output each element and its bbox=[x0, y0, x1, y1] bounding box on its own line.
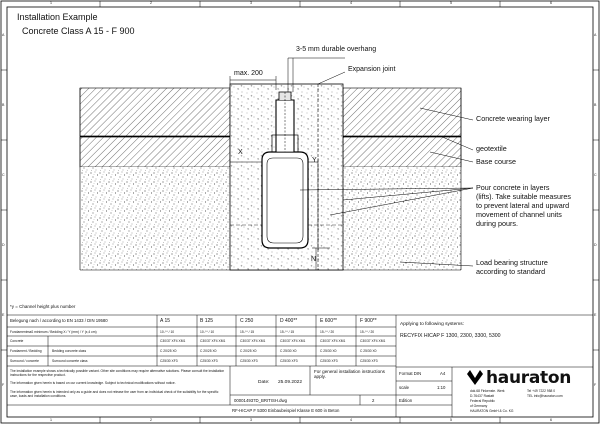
company-web: TEL info@hauraton.com bbox=[527, 394, 563, 398]
class-b125: B 125 bbox=[200, 318, 214, 324]
grid-row-b-right: B bbox=[594, 103, 597, 107]
row-3-label: Bedding concrete class bbox=[52, 349, 87, 353]
format-label: Format DIN bbox=[399, 371, 422, 376]
class-d400: D 400** bbox=[280, 318, 298, 324]
sheet-number: 2 bbox=[372, 398, 375, 403]
cell: 10 / * / 10 bbox=[160, 330, 175, 334]
cell: C25/30 XF3 bbox=[200, 359, 218, 363]
note-1: The installation example shows a technically possible variant. Other site conditions may require alternative solutions. Please consult the installation instructions for the respective product. bbox=[10, 369, 225, 377]
hauraton-logo-mark bbox=[467, 370, 483, 385]
grid-col-5-top: 5 bbox=[450, 1, 452, 5]
date-value: 25.09.2022 bbox=[278, 380, 303, 385]
cell: C 20/25 X0 bbox=[240, 349, 257, 353]
cell: 15 / * / 20 bbox=[360, 330, 375, 334]
wearing-layer-right bbox=[343, 88, 461, 136]
note-3: The information given herein is intended only as a guide and does not release the user from an individual check of the suitability for the specific case, loads and installation conditions. bbox=[10, 390, 219, 398]
pour-concrete-line-3: to prevent lateral and upward bbox=[476, 201, 570, 210]
grid-row-b-left: B bbox=[2, 103, 5, 107]
hauraton-logo: hauraton bbox=[486, 368, 572, 388]
company-address-2: D-76437 Rastatt bbox=[470, 394, 495, 398]
y-dimension-label: Y bbox=[312, 157, 317, 164]
applying-label: Applying to following systems: bbox=[400, 322, 464, 327]
cell: 15 / * / 15 bbox=[240, 330, 255, 334]
cell: C30/37 XF4 XM1 bbox=[360, 339, 386, 343]
grid-row-a-left: A bbox=[2, 33, 5, 37]
cell: C25/30 XF3 bbox=[240, 359, 258, 363]
side-label-bedding: Fundament / Bedding bbox=[10, 349, 42, 353]
load-bearing-line-1: Load bearing structure bbox=[476, 258, 548, 267]
grid-row-e-right: E bbox=[594, 313, 597, 317]
grid-row-f-right: F bbox=[594, 383, 597, 387]
cell: C 25/30 X0 bbox=[280, 349, 297, 353]
n-dimension-label: N bbox=[311, 256, 317, 263]
pour-concrete-line-4: movement of channel units bbox=[476, 210, 562, 219]
grid-row-a-right: A bbox=[594, 33, 597, 37]
cell: C30/37 XF4 XM1 bbox=[200, 339, 226, 343]
class-c250: C 250 bbox=[240, 318, 254, 324]
wearing-layer-label: Concrete wearing layer bbox=[476, 114, 550, 123]
bottom-title: RF-HICAP F 5300 Einbaubeispiel Klasse E 600 in Beton bbox=[232, 408, 340, 413]
table-header-label: Belegung nach / according to EN 1433 / DIN 19580 bbox=[10, 318, 108, 323]
cell: C30/37 XF4 XM1 bbox=[320, 339, 346, 343]
cell: C30/37 XF4 XM1 bbox=[280, 339, 306, 343]
side-label-surround: Surround / concrete bbox=[10, 359, 39, 363]
company-country: Federal Republic bbox=[470, 399, 495, 403]
grid-row-d-left: D bbox=[2, 243, 5, 247]
cell: 15 / * / 15 bbox=[280, 330, 295, 334]
x-dimension-label: X bbox=[238, 149, 243, 156]
side-label-concrete: Concrete bbox=[10, 339, 24, 343]
company-country-2: of Germany bbox=[470, 404, 488, 408]
grid-col-6-bottom: 6 bbox=[550, 418, 552, 422]
base-course-label: Base course bbox=[476, 157, 516, 166]
grid-col-4-bottom: 4 bbox=[350, 418, 352, 422]
cell: C 25/30 X0 bbox=[320, 349, 337, 353]
general-info: For general installation instructions apply. bbox=[314, 369, 385, 380]
cell: C25/30 XF3 bbox=[320, 359, 338, 363]
drawing-subtitle: Concrete Class A 15 - F 900 bbox=[22, 26, 135, 36]
grid-row-e-left: E bbox=[2, 313, 5, 317]
grid-col-5-bottom: 5 bbox=[450, 418, 452, 422]
grid-row-c-left: C bbox=[2, 173, 5, 177]
cell: C25/30 XF3 bbox=[160, 359, 178, 363]
grid-col-1-top: 1 bbox=[50, 1, 52, 5]
drawing-title: Installation Example bbox=[17, 12, 98, 22]
pour-concrete-line-1: Pour concrete in layers bbox=[476, 183, 550, 192]
cell: C 20/25 X0 bbox=[200, 349, 217, 353]
date-label: Date: bbox=[258, 380, 270, 385]
row-1-label: Fundamentmaß minimum / Bedding X / Y (mm) / Y (x,4 cm) bbox=[10, 330, 97, 334]
grid-col-2-bottom: 2 bbox=[150, 418, 152, 422]
overhang-label: 3-5 mm durable overhang bbox=[296, 46, 377, 53]
grid-row-c-right: C bbox=[594, 173, 597, 177]
class-e600: E 600** bbox=[320, 318, 337, 324]
pour-concrete-line-2: (lifts). Take suitable measures bbox=[476, 192, 571, 201]
max-200-dimension: max. 200 bbox=[234, 70, 263, 77]
drawing-number: 000014937D_BRITISH.dwg bbox=[234, 398, 288, 403]
format-value: A4 bbox=[440, 371, 446, 376]
base-course-left bbox=[80, 137, 230, 167]
cell: 15 / * / 20 bbox=[320, 330, 335, 334]
cell: C25/30 XF3 bbox=[360, 359, 378, 363]
scale-label: scale bbox=[399, 385, 410, 390]
row-4-label: Surround concrete class bbox=[52, 359, 88, 363]
geotextile-label: geotextile bbox=[476, 144, 507, 153]
note-2: The information given herein is based on our current knowledge. Subject to technical modifications without notice. bbox=[10, 381, 176, 385]
company-name: HAURATON GmbH & Co. KG bbox=[470, 409, 514, 413]
grid-col-3-top: 3 bbox=[250, 1, 252, 5]
cell: C30/37 XF4 XM1 bbox=[240, 339, 266, 343]
class-a15: A 15 bbox=[160, 318, 171, 324]
cell: 10 / * / 10 bbox=[200, 330, 215, 334]
grid-col-1-bottom: 1 bbox=[50, 418, 52, 422]
company-address-1: dok.68 Finkenste. Werk bbox=[470, 389, 505, 393]
pour-concrete-line-5: during pours. bbox=[476, 219, 518, 228]
footnote: *y = Channel height plus number bbox=[10, 304, 76, 309]
scale-value: 1:10 bbox=[437, 385, 446, 390]
expansion-joint-label: Expansion joint bbox=[348, 66, 396, 73]
grid-row-d-right: D bbox=[594, 243, 597, 247]
base-course-right bbox=[343, 137, 461, 167]
grid-col-6-top: 6 bbox=[550, 1, 552, 5]
cell: C30/37 XF4 XM1 bbox=[160, 339, 186, 343]
class-f900: F 900** bbox=[360, 318, 377, 324]
grid-col-3-bottom: 3 bbox=[250, 418, 252, 422]
load-bearing-line-2: according to standard bbox=[476, 267, 546, 276]
grid-row-f-left: F bbox=[2, 383, 5, 387]
cell: C 20/25 X0 bbox=[160, 349, 177, 353]
cell: C25/30 XF3 bbox=[280, 359, 298, 363]
grid-col-2-top: 2 bbox=[150, 1, 152, 5]
edition-label: Edition bbox=[399, 398, 413, 403]
applying-systems: RECYFIX HICAP F 1300, 2300, 3300, 5300 bbox=[400, 333, 501, 339]
grid-col-4-top: 4 bbox=[350, 1, 352, 5]
cell: C 25/30 X0 bbox=[360, 349, 377, 353]
company-phone: Tel +49 7222 958 0 bbox=[527, 389, 556, 393]
wearing-layer-left bbox=[80, 88, 230, 136]
